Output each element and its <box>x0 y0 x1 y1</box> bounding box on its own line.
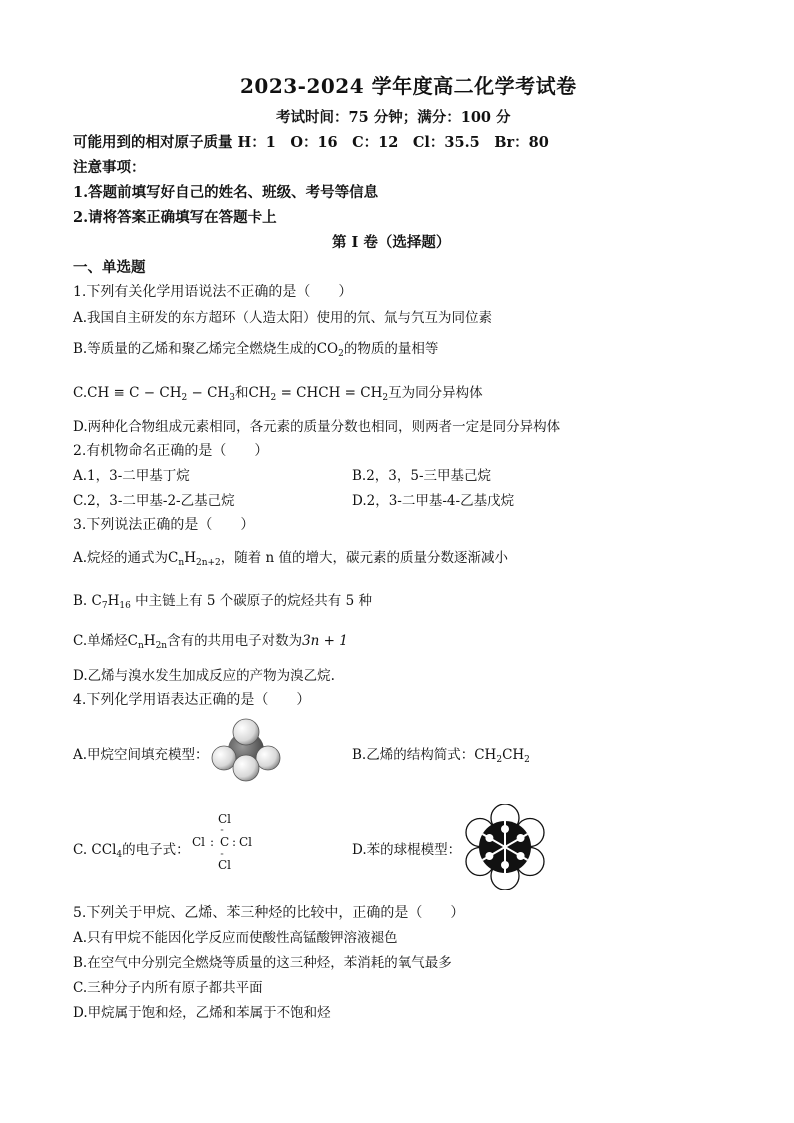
q3-option-c: C.单烯烃$C_nH_{2n}$含有的共用电子对数为3n + 1 <box>73 633 348 651</box>
q5-option-b: B.在空气中分别完全燃烧等质量的这三种烃，苯消耗的氧气最多 <box>73 955 452 971</box>
q3-option-b: B. $C_7H_{16}$ 中主链上有 5 个碳原子的烷烃共有 5 种 <box>73 593 372 611</box>
q5-option-d: D.甲烷属于饱和烃，乙烯和苯属于不饱和烃 <box>73 1005 331 1021</box>
q5-option-c: C.三种分子内所有原子都共平面 <box>73 980 263 996</box>
electron-dots-icon: : <box>232 835 237 849</box>
notice-title: 注意事项： <box>73 159 146 176</box>
atomic-mass-line: 可能用到的相对原子质量 H：1 O：16 C：12 Cl：35.5 Br：80 <box>73 134 549 151</box>
q1-option-a: A.我国自主研发的东方超环（人造太阳）使用的氘、氚与氕互为同位素 <box>73 310 493 326</box>
q4-option-b: B.乙烯的结构简式：$CH_2CH_2$ <box>352 747 530 765</box>
q4-option-d: D.苯的球棍模型： <box>352 842 462 858</box>
methane-space-filling-model-icon <box>210 718 282 784</box>
q3-option-d: D.乙烯与溴水发生加成反应的产物为溴乙烷. <box>73 668 335 684</box>
q1-option-d: D.两种化合物组成元素相同，各元素的质量分数也相同，则两者一定是同分异构体 <box>73 419 561 435</box>
exam-title: 2023-2024 学年度高二化学考试卷 <box>240 74 577 98</box>
electron-dots-icon: ·· <box>220 826 224 835</box>
part-title: 一、单选题 <box>73 259 146 276</box>
q5-option-a: A.只有甲烷不能因化学反应而使酸性高锰酸钾溶液褪色 <box>73 930 398 946</box>
ccl4-electron-formula: Cl ·· Cl : C : Cl ·· Cl <box>192 812 253 872</box>
benzene-ball-stick-model-icon <box>462 804 548 890</box>
q4-stem: 4.下列化学用语表达正确的是（ ） <box>73 692 311 708</box>
electron-dots-icon: ·· <box>220 850 224 859</box>
electron-dots-icon: : <box>210 835 215 849</box>
q2-option-a: A.1，3-二甲基丁烷 <box>73 468 190 484</box>
q4-option-c: C. CCl$_4$的电子式： <box>73 842 190 860</box>
q3-option-a: A.烷烃的通式为$C_nH_{2n+2}$，随着 n 值的增大，碳元素的质量分数逐渐减小 <box>73 550 509 568</box>
q5-stem: 5.下列关于甲烷、乙烯、苯三种烃的比较中，正确的是（ ） <box>73 905 465 921</box>
q1-stem: 1.下列有关化学用语说法不正确的是（ ） <box>73 284 353 300</box>
q1-option-b: B.等质量的乙烯和聚乙烯完全燃烧生成的$CO_2$的物质的量相等 <box>73 341 439 359</box>
exam-info: 考试时间：75 分钟；满分：100 分 <box>276 109 511 126</box>
q1-option-c: $C.CH \equiv C - CH_2 - CH_3$和$CH_2$ = CHCH = $CH_2$互为同分异构体 <box>73 385 483 403</box>
q2-stem: 2.有机物命名正确的是（ ） <box>73 443 269 459</box>
notice-1: 1.答题前填写好自己的姓名、班级、考号等信息 <box>73 184 379 201</box>
q2-option-c: C.2，3-二甲基-2-乙基己烷 <box>73 493 235 509</box>
q2-option-b: B.2，3，5-三甲基己烷 <box>352 468 492 484</box>
q4-option-a: A.甲烷空间填充模型： <box>73 747 209 763</box>
q2-option-d: D.2，3-二甲基-4-乙基戊烷 <box>352 493 515 509</box>
q3-stem: 3.下列说法正确的是（ ） <box>73 517 255 533</box>
section-title: 第 I 卷（选择题） <box>332 234 451 251</box>
notice-2: 2.请将答案正确填写在答题卡上 <box>73 209 277 226</box>
